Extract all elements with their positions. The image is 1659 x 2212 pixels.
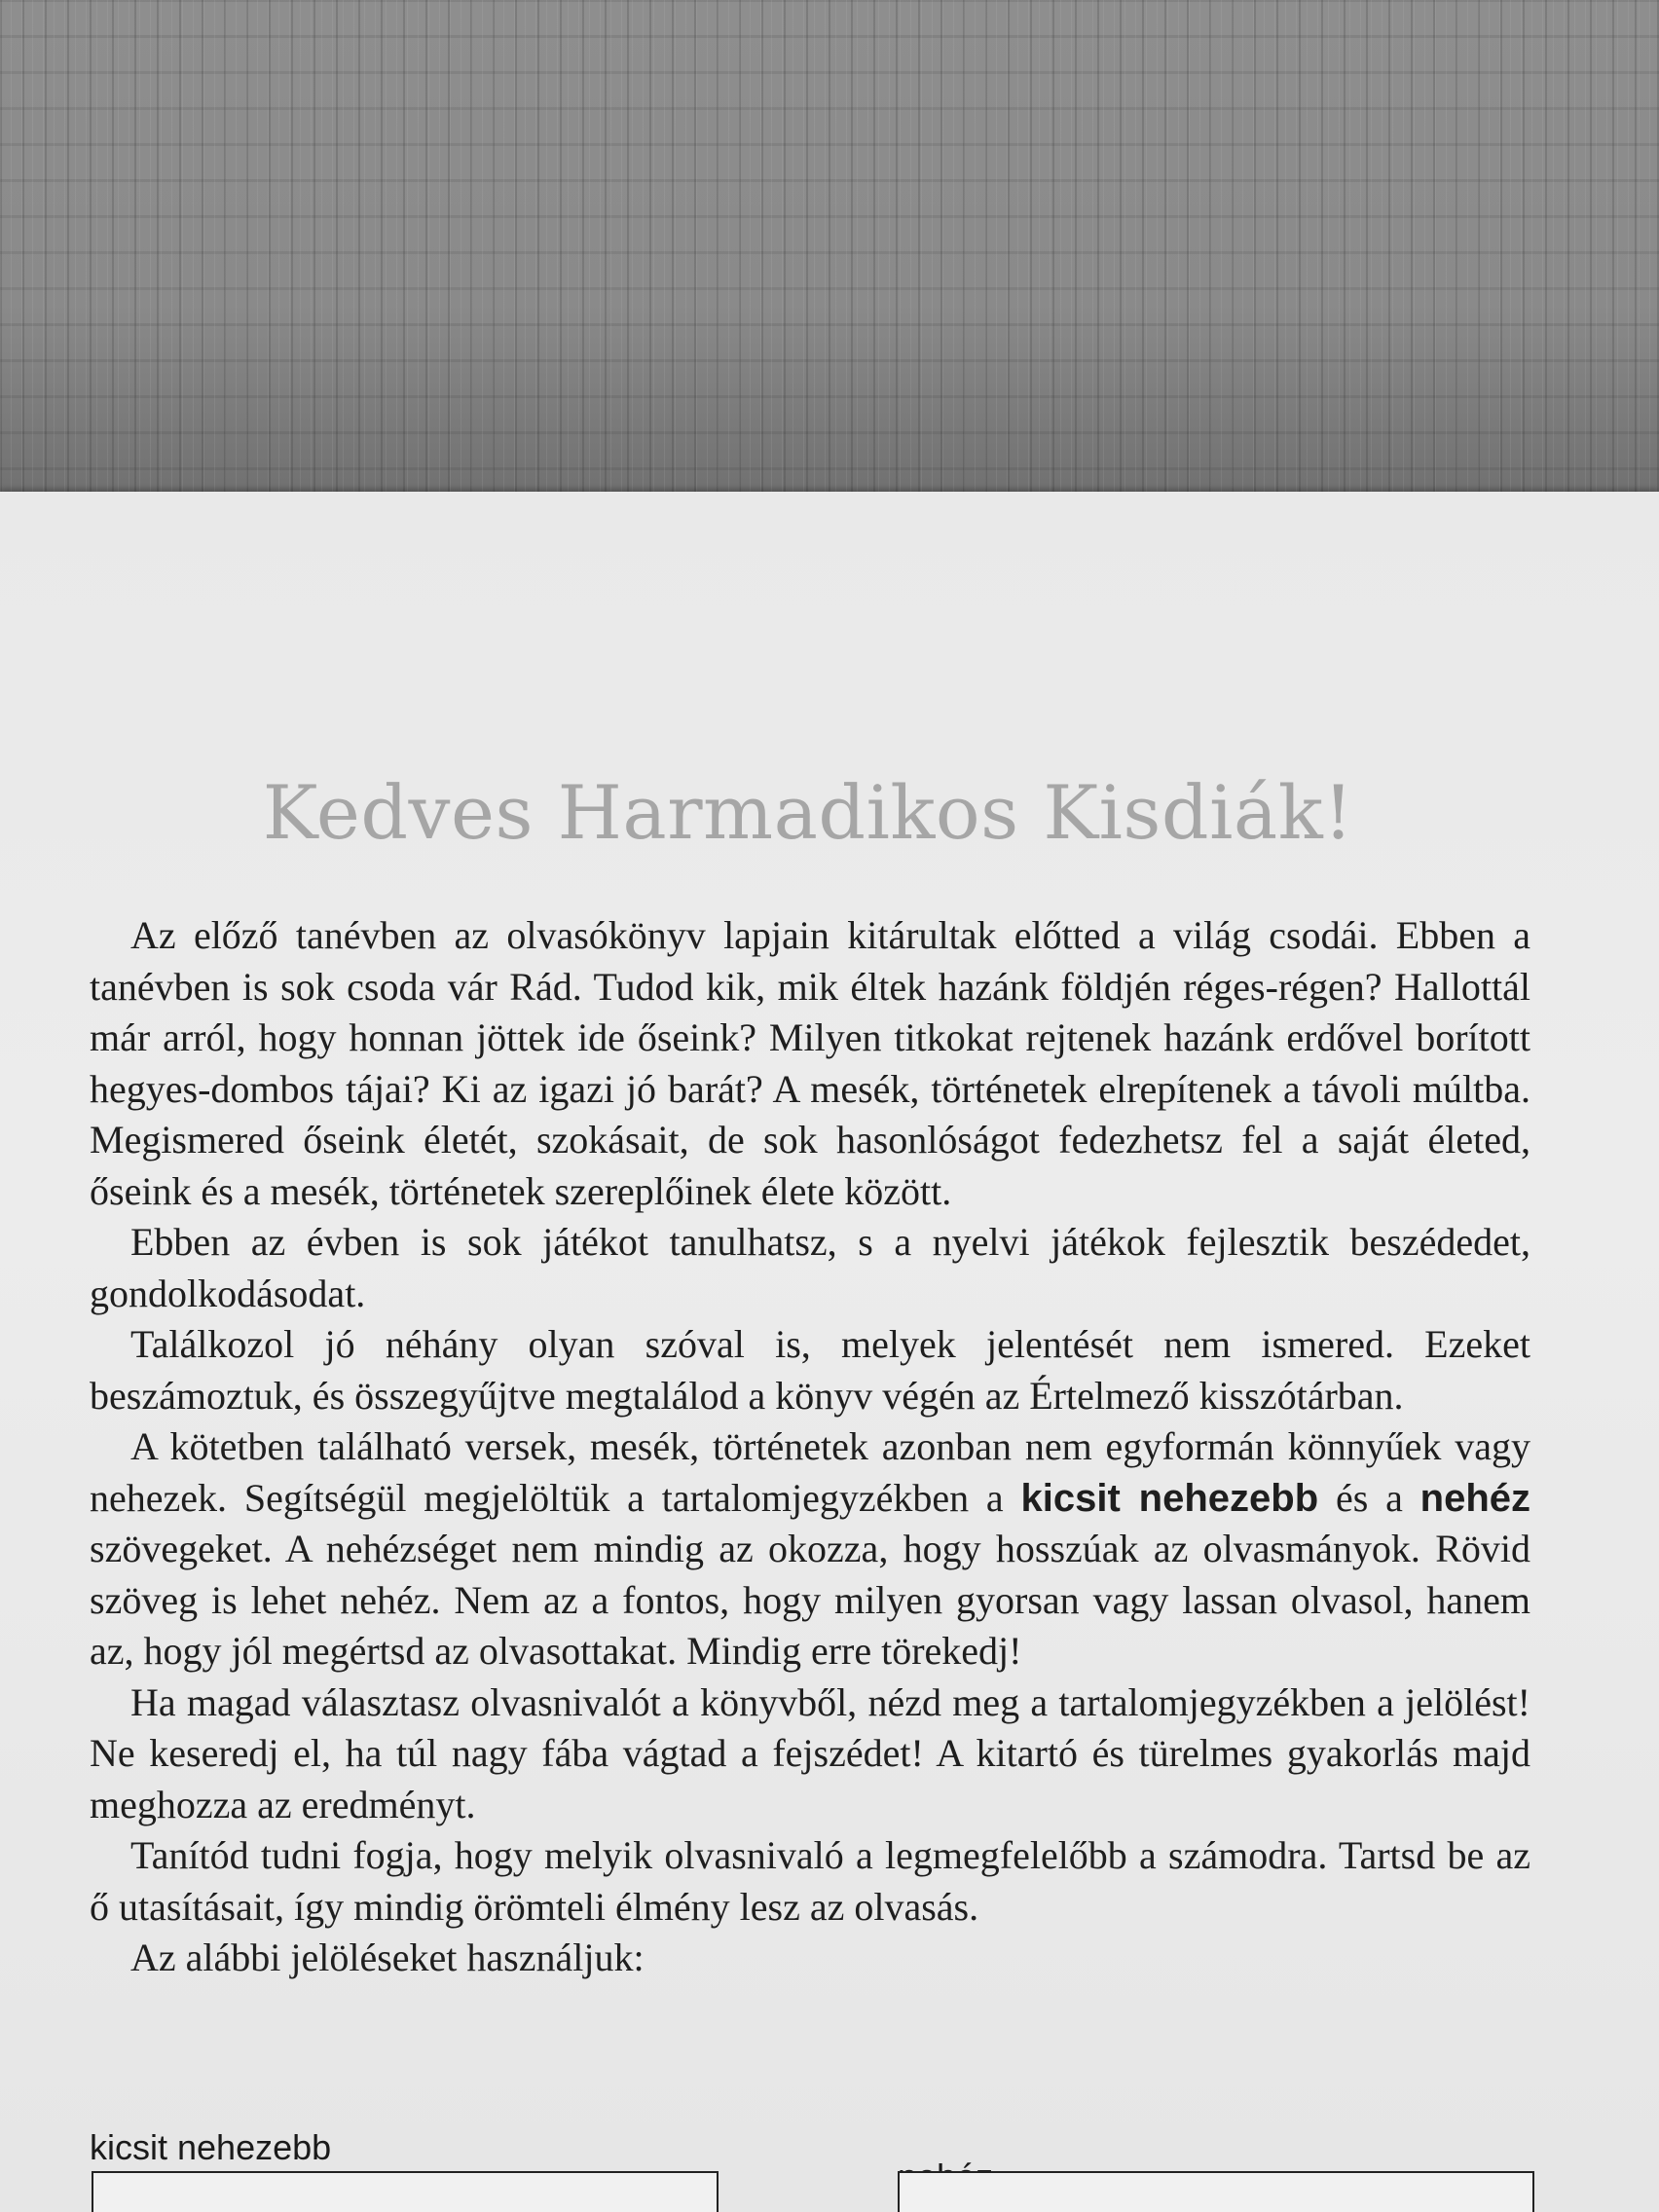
wooden-background: [0, 0, 1659, 506]
paragraph-2: Ebben az évben is sok játékot tanulhatsz, s a nyelvi játékok fejlesztik beszédedet, gondolkodásodat.: [90, 1220, 1530, 1315]
intro-text: [90, 910, 1530, 1984]
paragraph-5: Ha magad választasz olvasnivalót a könyvből, nézd meg a tartalomjegyzékben a jelölést! Ne keseredj el, ha túl nagy fába vágtad a fejszédet! A kitartó és türelmes gyakorlás majd meghozza az eredményt.: [90, 1679, 1530, 1826]
paragraph-6: Tanítód tudni fogja, hogy melyik olvasnivaló a legmegfelelőbb a számodra. Tartsd be az ő utasításait, így mindig örömteli élmény lesz az olvasás.: [90, 1833, 1530, 1929]
paragraph-4-before: A kötetben található versek, mesék, történetek azonban nem egyformán könnyűek vagy nehezek. Segítségül megjelöltük a tartalomjegyzékben a: [90, 1424, 1530, 1520]
paragraph-3: Találkozol jó néhány olyan szóval is, melyek jelentését nem ismered. Ezeket beszámoztuk, és összegyűjtve megtalálod a könyv végén az Értelmező kisszótárban.: [90, 1322, 1530, 1418]
book-page: [0, 492, 1659, 2212]
bold-kicsit-nehezebb: kicsit nehezebb: [1020, 1476, 1319, 1520]
paragraph-1: Az előző tanévben az olvasókönyv lapjain kitárultak előtted a világ csodái. Ebben a tanévben is sok csoda vár Rád. Tudod kik, mik éltek hazánk földjén réges-régen? Hallottál már arról, hogy honnan jöttek ide őseink? Milyen titkokat rejtenek hazánk erdővel borított hegyes-dombos tájai? Ki az igazi jó barát? A mesék, történetek elrepítenek a távoli múltba. Megismered őseink életét, szokásait, de sok hasonlóságot fedezhetsz fel a saját életed, őseink és a mesék, történetek szereplőinek élete között.: [90, 913, 1530, 1213]
legend-label-kicsit-nehezebb: kicsit nehezebb: [90, 2127, 332, 2167]
paragraph-4-after: szövegeket. A nehézséget nem mindig az okozza, hogy hosszúak az olvasmányok. Rövid szöveg is lehet nehéz. Nem az a fontos, hogy milyen gyorsan vagy lassan olvasol, hanem az, hogy jól megértsd az olvasottakat. Mindig erre törekedj!: [90, 1527, 1530, 1673]
legend-marker-kicsit-nehezebb: [92, 2171, 719, 2212]
paragraph-7: Az alábbi jelöléseket használjuk:: [130, 1936, 645, 1979]
paragraph-4: [90, 1421, 1530, 1677]
paragraph-4-middle: és a: [1318, 1475, 1420, 1520]
legend-marker-nehez: [898, 2171, 1534, 2212]
page-title: Kedves Harmadikos Kisdiák!: [262, 769, 1354, 856]
bold-nehez: nehéz: [1419, 1476, 1531, 1520]
